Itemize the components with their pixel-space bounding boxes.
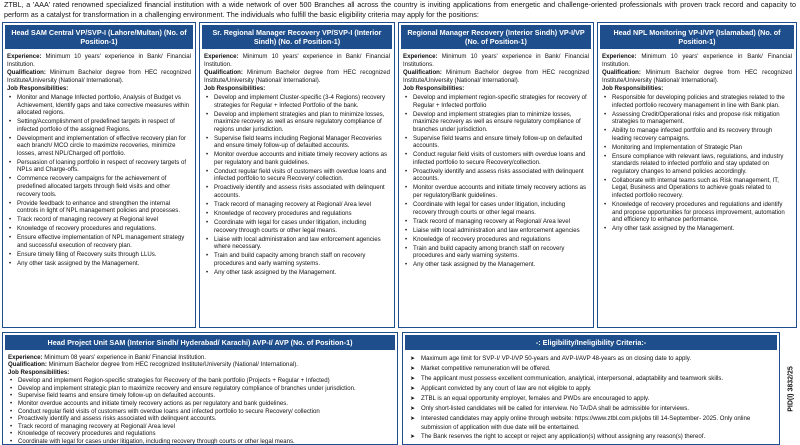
list-item: • Responsible for developing policies and strategies related to the infected portfolio recovery management in line with Bank plan.	[602, 94, 792, 109]
list-item: • Coordinate with legal for cases under litigation, including recovery through courts or other legal means.	[8, 438, 392, 445]
position-card-head-npl-monitoring	[597, 22, 797, 328]
list-item: • Conduct regular field visits of customers with overdue loans and infected portfolio to secure Recovery/collection.	[403, 151, 589, 166]
list-item: • Develop and implement strategies and plan to minimize losses, maximize recovery as well as ensure regulatory compliance of regions under jurisdiction.	[204, 111, 390, 134]
list-item: ➤ Market competitive remuneration will be offered.	[409, 365, 773, 374]
list-item: ➤ The applicant must possess excellent communication, analytical, interpersonal, adaptability and teamwork skills.	[409, 375, 773, 384]
list-item: • Supervise field teams and ensure timely follow-up on defaulted accounts.	[403, 135, 589, 150]
list-item: • Develop and implement region-specific strategies for recovery of Regular + Infected portfolio	[403, 94, 589, 109]
experience-line: Experience: Minimum 10 years' experience in Bank/ Financial Institutions.	[403, 53, 589, 68]
list-item: • Knowledge of recovery procedures and regulations	[403, 236, 589, 244]
list-item: • Any other task assigned by the Management.	[403, 261, 589, 269]
list-item: • Conduct regular field visits of customers with overdue loans and infected portfolio to secure Recovery/ collection.	[204, 168, 390, 183]
experience-line: Experience: Minimum 10 years' experience in Bank/ Financial Institution.	[7, 53, 191, 68]
list-item: • Liaise with local administration and law enforcement agencies	[403, 227, 589, 235]
list-item: • Monitor overdue accounts and initiate timely recovery actions as per regulatory/Bank guidelines.	[403, 184, 589, 199]
list-item: • Train and build capacity among branch staff on recovery procedures and early warning systems.	[204, 252, 390, 267]
position-card-head-sam-central	[2, 22, 196, 328]
responsibilities-list	[8, 377, 392, 445]
list-item: • Conduct regular field visits of customers with overdue loans and infected portfolio to secure Recovery/ collection	[8, 408, 392, 415]
eligibility-title: -: Eligibility/Ineligibility Criteria:-	[405, 335, 777, 350]
position-title: Sr. Regional Manager Recovery VP/SVP-I (Interior Sindh) (No. of Position-1)	[202, 25, 392, 49]
list-item: ➤ Applicant convicted by any court of law are not eligible to apply.	[409, 385, 773, 394]
position-title: Head Project Unit SAM (Interior Sindh/ Hyderabad/ Karachi) AVP-I/ AVP (No. of Position-1)	[5, 335, 395, 350]
list-item: • Track record of managing recovery at Regional/ Area level	[8, 423, 392, 430]
list-item: • Supervise field teams and ensure timely follow-up on defaulted accounts.	[8, 392, 392, 399]
list-item: • Develop and implement Region-specific strategies for Recovery of the bank portfolio (Projects + Regular + Infected)	[8, 377, 392, 384]
list-item: • Assessing Credit/Operational risks and propose risk mitigation strategies to management.	[602, 111, 792, 126]
intro-paragraph: ZTBL, a 'AAA' rated renowned specialized financial institution with a wide network of over 500 Branches all across the country is inviting applications from energetic and challenge-oriented professionals with proven track record and capacity to perform as a catalyst for transformation in a challenging environment. The individuals who fulfill the basic eligibility criteria may apply for the positions:	[4, 0, 796, 19]
list-item: • Any other task assigned by the Management.	[602, 225, 792, 233]
responsibilities-list	[602, 94, 792, 233]
list-item: • Monitor and Manage Infected portfolio, Analysis of Budget vs Achievement, Identify gaps and take corrective measures within allocated regions.	[7, 94, 191, 117]
experience-line: Experience: Minimum 10 years' experience in Bank/ Financial Institution.	[204, 53, 390, 68]
list-item: ➤ Interested candidates may apply online through website: https://www.ztbl.com.pk/jobs till 14-September- 2025. Only online submission of application with due date will be entertained.	[409, 415, 773, 432]
list-item: • Develop and implement strategic plan to maximize recovery and ensure regulatory compliance of branches under jurisdiction.	[8, 385, 392, 392]
qualification-line: Qualification: Minimum Bachelor degree from HEC recognized Institute/University (National/ International).	[8, 361, 298, 369]
list-item: ➤ The Bank reserves the right to accept or reject any application(s) without assigning any reason(s) thereof.	[409, 433, 773, 442]
list-item: • Develop and implement strategies plan to minimize losses, maximize recovery as well as ensure regulatory compliance of branches under jurisdiction.	[403, 111, 589, 134]
list-item: • Commence recovery campaigns for the achievement of predefined allocated targets through field visits and other recovery tools.	[7, 175, 191, 198]
list-item: • Setting/Accomplishment of predefined targets in respect of infected portfolio of the assigned Regions.	[7, 118, 191, 133]
list-item: • Ensure compliance with relevant laws, regulations, and industry standards related to infected portfolio and stay updated on regulatory changes to amend policies accordingly.	[602, 153, 792, 176]
responsibilities-heading: Job Responsibilities:	[403, 85, 465, 93]
list-item: • Liaise with local administration and law enforcement agencies where necessary.	[204, 236, 390, 251]
list-item: • Any other task assigned by the Management.	[7, 260, 191, 268]
position-title: Regional Manager Recovery (Interior Sindh) VP-I/VP (No. of Position-1)	[401, 25, 591, 49]
list-item: • Develop and implement Cluster-specific (3-4 Regions) recovery strategies for Regular + Infected Portfolio of the bank.	[204, 94, 390, 109]
position-card-sr-regional-manager	[199, 22, 395, 328]
list-item: • Train and build capacity among branch staff on recovery procedures and early warning systems.	[403, 245, 589, 260]
eligibility-criteria-box	[402, 332, 780, 445]
list-item: ➤ Only short-listed candidates will be called for interview. No TA/DA shall be admissible for interviews.	[409, 405, 773, 414]
list-item: • Track record of managing recovery at Regional/ Area level	[204, 201, 390, 209]
list-item: • Persuasion of loaning portfolio in respect of recovery targets of NPLs and Charge-offs.	[7, 159, 191, 174]
list-item: • Monitor overdue accounts and initiate timely recovery actions as per regulatory and bank guidelines.	[204, 151, 390, 166]
list-item: • Knowledge of recovery procedures and regulations	[204, 210, 390, 218]
side-code-text: PID(I) 3832/25	[787, 365, 795, 412]
list-item: • Track record of managing recovery at Regional/ Area level	[403, 218, 589, 226]
responsibilities-list	[403, 94, 589, 269]
list-item: • Development and implementation of effective recovery plan for each branch/ MCO circle to maximize recoveries, minimize losses, arrest NPL/Charged off portfolio.	[7, 135, 191, 158]
list-item: • Collaborate with internal teams such as Risk management, IT, Legal, Business and Operations to achieve goals related to infected portfolio recovery.	[602, 177, 792, 200]
list-item: • Ensure effective implementation of NPL management strategy and successful execution of recovery plan.	[7, 234, 191, 249]
side-code	[783, 332, 799, 445]
position-card-regional-manager	[398, 22, 594, 328]
list-item: • Supervise field teams including Regional Manager Recoveries and ensure timely follow-up of defaulted accounts.	[204, 135, 390, 150]
position-title: Head SAM Central VP/SVP-I (Lahore/Multan) (No. of Position-1)	[5, 25, 193, 49]
responsibilities-list	[7, 94, 191, 267]
qualification-line: Qualification: Minimum Bachelor degree from HEC recognized Institute/University (National/ International).	[7, 69, 191, 84]
list-item: • Track record of managing recovery at Regional level	[7, 216, 191, 224]
qualification-line: Qualification: Minimum Bachelor degree from HEC recognized Institute/University (National/ International).	[204, 69, 390, 84]
experience-line: Experience: Minimum 08 years' experience in Bank/ Financial Institution.	[8, 354, 206, 361]
position-title: Head NPL Monitoring VP-I/VP (Islamabad) (No. of Position-1)	[600, 25, 794, 49]
list-item: • Any other task assigned by the Management.	[204, 269, 390, 277]
position-card-head-project-unit	[2, 332, 398, 445]
list-item: • Coordinate with legal for cases under litigation, including recovery through courts or other legal means.	[204, 219, 390, 234]
list-item: • Proactively identify and assess risks associated with delinquent accounts.	[403, 168, 589, 183]
list-item: ➤ Maximum age limit for SVP-I/ VP-I/VP 50-years and AVP-I/AVP 48-years as on closing date to apply.	[409, 355, 773, 364]
list-item: • Ensure timely filing of Recovery suits through LLUs.	[7, 251, 191, 259]
list-item: • Coordinate with legal for cases under litigation, including recovery through courts or other legal means.	[403, 201, 589, 216]
list-item: • Knowledge of recovery procedures and regulations	[8, 430, 392, 437]
list-item: • Proactively identify and assess risks associated with delinquent accounts.	[204, 184, 390, 199]
responsibilities-heading: Job Responsibilities:	[7, 85, 69, 93]
qualification-line: Qualification: Minimum Bachelor degree from HEC recognized Institute/University (National/ International).	[403, 69, 589, 84]
eligibility-list	[409, 355, 773, 442]
list-item: • Knowledge of recovery procedures and regulations.	[7, 225, 191, 233]
responsibilities-heading: Job Responsibilities:	[204, 85, 266, 93]
list-item: • Monitoring and Implementation of Strategic Plan	[602, 144, 792, 152]
responsibilities-heading: Job Responsibilities:	[8, 368, 70, 376]
list-item: • Provide feedback to enhance and strengthen the internal controls in light of NPL management policies and processes.	[7, 200, 191, 215]
qualification-line: Qualification: Minimum Bachelor degree from HEC recognized Institute/University (National/ International).	[602, 69, 792, 84]
list-item: • Knowledge of recovery procedures and regulations and identify and propose opportunities for process improvement, automation and efficiency to enhance performance.	[602, 201, 792, 224]
responsibilities-list	[204, 94, 390, 276]
list-item: • Proactively identify and assess risks associated with delinquent accounts.	[8, 415, 392, 422]
experience-line: Experience: Minimum 10 years' experience in Bank/ Financial Institution.	[602, 53, 792, 68]
list-item: • Monitor overdue accounts and initiate timely recovery actions as per regulatory and bank guidelines.	[8, 400, 392, 407]
list-item: • Ability to manage infected portfolio and its recovery through leading recovery campaigns.	[602, 127, 792, 142]
responsibilities-heading: Job Responsibilities:	[602, 85, 664, 93]
list-item: ➤ ZTBL is an equal opportunity employer, females and PWDs are encouraged to apply.	[409, 395, 773, 404]
